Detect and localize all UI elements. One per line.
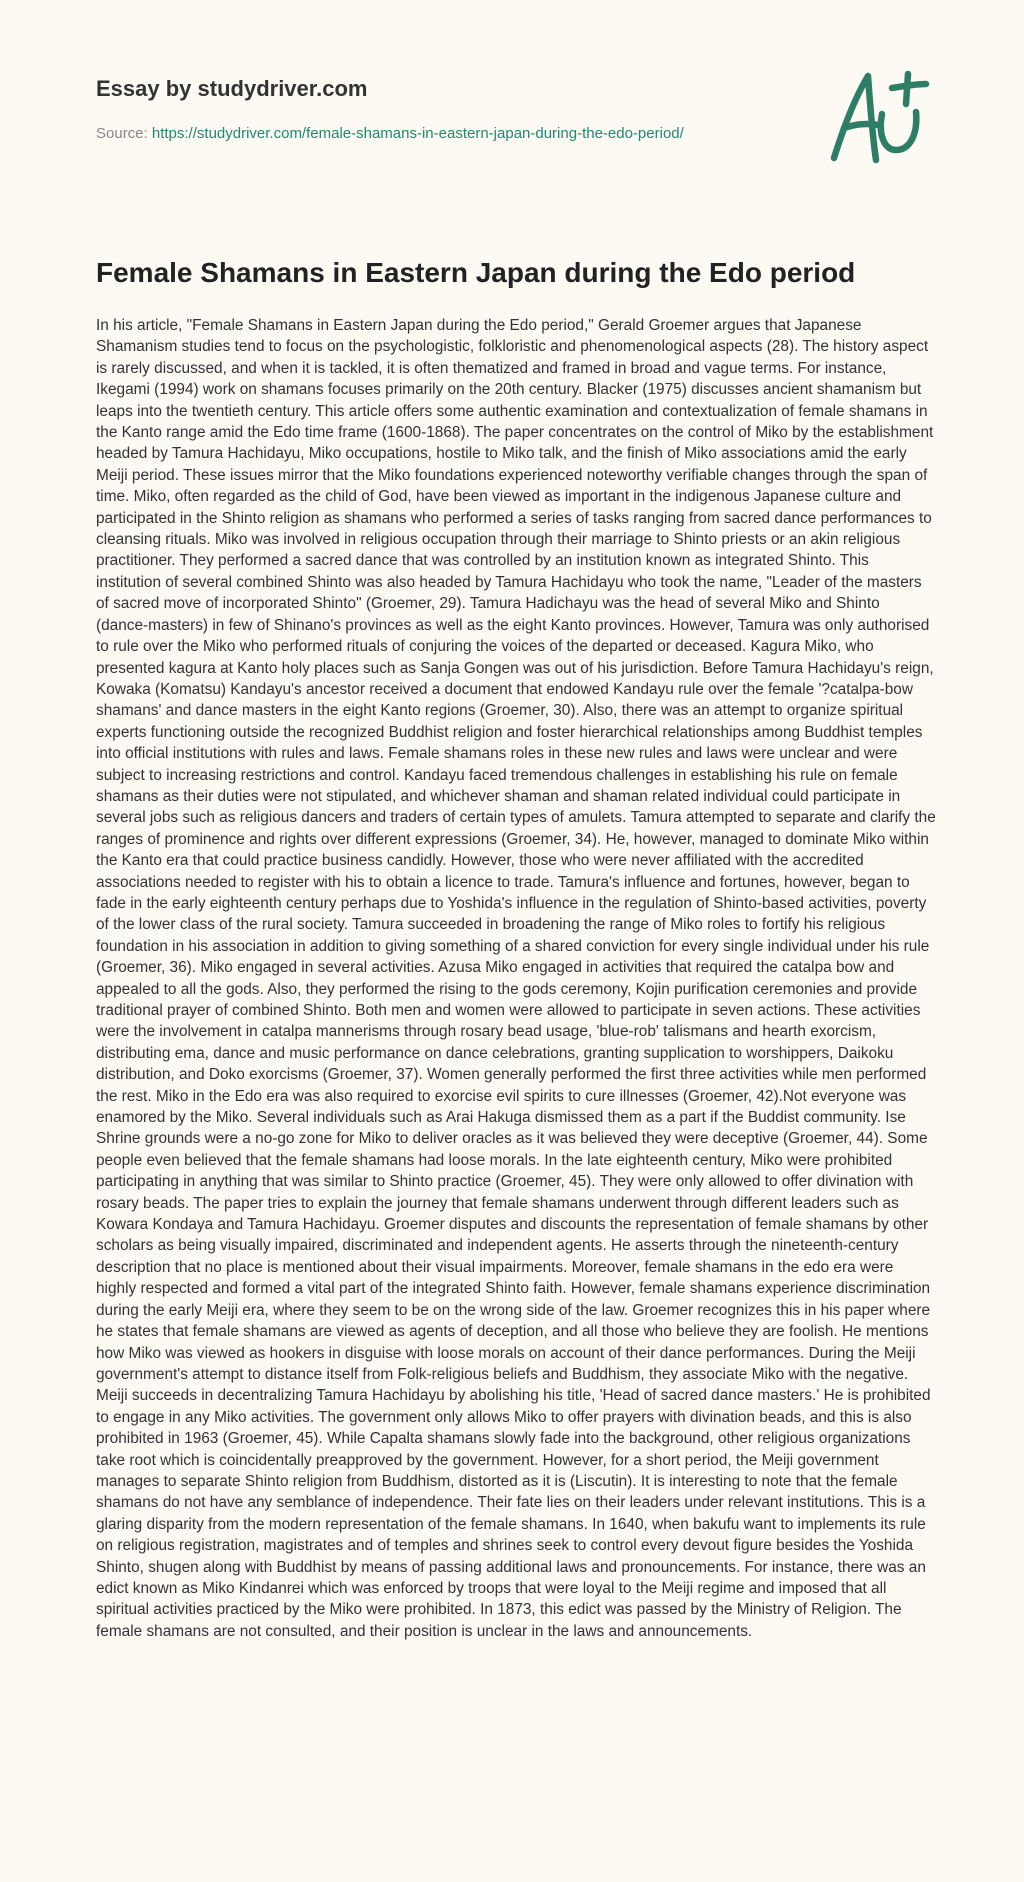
document-header bbox=[96, 74, 796, 144]
a-plus-logo-svg bbox=[820, 68, 934, 168]
essay-body: In his article, "Female Shamans in Eastern Japan during the Edo period," Gerald Groemer argues that Japanese Shamanism studies tend to focus on the psychologistic, folkloristic and phenomenological aspects (28). The history aspect is rarely discussed, and when it is tackled, it is often thematized and framed in broad and vague terms. For instance, Ikegami (1994) work on shamans focuses primarily on the 20th century. Blacker (1975) discusses ancient shamanism but leaps into the twentieth century. This article offers some authentic examination and contextualization of female shamans in the Kanto range amid the Edo time frame (1600-1868). The paper concentrates on the control of Miko by the establishment headed by Tamura Hachidayu, Miko occupations, hostile to Miko talk, and the finish of Miko associations amid the early Meiji period. These issues mirror that the Miko foundations experienced noteworthy verifiable changes through the span of time. Miko, often regarded as the child of God, have been viewed as important in the indigenous Japanese culture and participated in the Shinto religion as shamans who performed a series of tasks ranging from sacred dance performances to cleansing rituals. Miko was involved in religious occupation through their marriage to Shinto priests or an akin religious practitioner. They performed a sacred dance that was controlled by an institution known as integrated Shinto. This institution of several combined Shinto was also headed by Tamura Hachidayu who took the name, "Leader of the masters of sacred move of incorporated Shinto" (Groemer, 29). Tamura Hadichayu was the head of several Miko and Shinto (dance-masters) in few of Shinano's provinces as well as the eight Kanto provinces. However, Tamura was only authorised to rule over the Miko who performed rituals of conjuring the voices of the departed or deceased. Kagura Miko, who presented kagura at Kanto holy places such as Sanja Gongen was out of his jurisdiction. Before Tamura Hachidayu's reign, Kowaka (Komatsu) Kandayu's ancestor received a document that endowed Kandayu rule over the female '?catalpa-bow shamans' and dance masters in the eight Kanto regions (Groemer, 30). Also, there was an attempt to organize spiritual experts functioning outside the recognized Buddhist religion and foster hierarchical relationships among Buddhist temples into official institutions with rules and laws. Female shamans roles in these new rules and laws were unclear and were subject to increasing restrictions and control. Kandayu faced tremendous challenges in establishing his rule on female shamans as their duties were not stipulated, and whichever shaman and shaman related individual could participate in several jobs such as religious dancers and traders of certain types of amulets. Tamura attempted to separate and clarify the ranges of prominence and rights over different expressions (Groemer, 34). He, however, managed to dominate Miko within the Kanto era that could practice business candidly. However, those who were never affiliated with the accredited associations needed to register with his to obtain a licence to trade. Tamura's influence and fortunes, however, began to fade in the early eighteenth century perhaps due to Yoshida's influence in the regulation of Shinto-based activities, poverty of the lower class of the rural society. Tamura succeeded in broadening the range of Miko roles to fortify his religious foundation in his association in addition to giving something of a shared conviction for every single individual under his rule (Groemer, 36). Miko engaged in several activities. Azusa Miko engaged in activities that required the catalpa bow and appealed to all the gods. Also, they performed the rising to the gods ceremony, Kojin purification ceremonies and provide traditional prayer of combined Shinto. Both men and women were allowed to participate in seven actions. These activities were the involvement in catalpa mannerisms through rosary bead usage, 'blue-rob' talismans and hearth exorcism, distributing ema, dance and music performance on dance celebrations, granting supplication to worshippers, Daikoku distribution, and Doko exorcisms (Groemer, 37). Women generally performed the first three activities while men performed the rest. Miko in the Edo era was also required to exorcise evil spirits to cure illnesses (Groemer, 42).Not everyone was enamored by the Miko. Several individuals such as Arai Hakuga dismissed them as a part if the Buddist community. Ise Shrine grounds were a no-go zone for Miko to deliver oracles as it was believed they were deceptive (Groemer, 44). Some people even believed that the female shamans had loose morals. In the late eighteenth century, Miko were prohibited participating in anything that was similar to Shinto practice (Groemer, 45). They were only allowed to offer divination with rosary beads. The paper tries to explain the journey that female shamans underwent through different leaders such as Kowara Kondaya and Tamura Hachidayu. Groemer disputes and discounts the representation of female shamans by other scholars as being visually impaired, discriminated and independent agents. He asserts through the nineteenth-century description that no place is mentioned about their visual impairments. Moreover, female shamans in the edo era were highly respected and formed a vital part of the integrated Shinto faith. However, female shamans experience discrimination during the early Meiji era, where they seem to be on the wrong side of the law. Groemer recognizes this in his paper where he states that female shamans are viewed as agents of deception, and all those who believe they are foolish. He mentions how Miko was viewed as hookers in disguise with loose morals on account of their dance performances. During the Meiji government's attempt to distance itself from Folk-religious beliefs and Buddhism, they associate Miko with the negative. Meiji succeeds in decentralizing Tamura Hachidayu by abolishing his title, 'Head of sacred dance masters.' He is prohibited to engage in any Miko activities. The government only allows Miko to offer prayers with divination beads, and this is also prohibited in 1963 (Groemer, 45). While Capalta shamans slowly fade into the background, other religious organizations take root which is coincidentally preapproved by the government. However, for a short period, the Meiji government manages to separate Shinto religion from Buddhism, distorted as it is (Liscutin). It is interesting to note that the female shamans do not have any semblance of independence. Their fate lies on their leaders under relevant institutions. This is a glaring disparity from the modern representation of the female shamans. In 1640, when bakufu want to implements its rule on religious registration, magistrates and of temples and shrines seek to control every devout figure besides the Yoshida Shinto, shugen along with Buddhist by means of passing additional laws and pronouncements. For instance, there was an edict known as Miko Kindanrei which was enforced by troops that were loyal to the Meiji regime and imposed that all spiritual activities practiced by the Miko were prohibited. In 1873, this edict was passed by the Ministry of Religion. The female shamans are not consulted, and their position is unclear in the laws and announcements. bbox=[96, 317, 936, 1640]
source-line bbox=[96, 124, 796, 144]
source-link[interactable]: https://studydriver.com/female-shamans-in-eastern-japan-during-the-edo-period/ bbox=[151, 125, 684, 142]
logo-plus-horizontal bbox=[892, 84, 926, 88]
site-title: Essay by studydriver.com bbox=[96, 76, 368, 101]
logo-letter-a-stroke bbox=[834, 76, 876, 160]
source-label: Source: bbox=[96, 125, 152, 142]
a-plus-logo-icon bbox=[820, 68, 934, 168]
logo-plus-curve bbox=[881, 112, 917, 150]
essay-title: Female Shamans in Eastern Japan during the Edo period bbox=[96, 257, 856, 288]
logo-letter-a-crossbar bbox=[844, 124, 878, 128]
